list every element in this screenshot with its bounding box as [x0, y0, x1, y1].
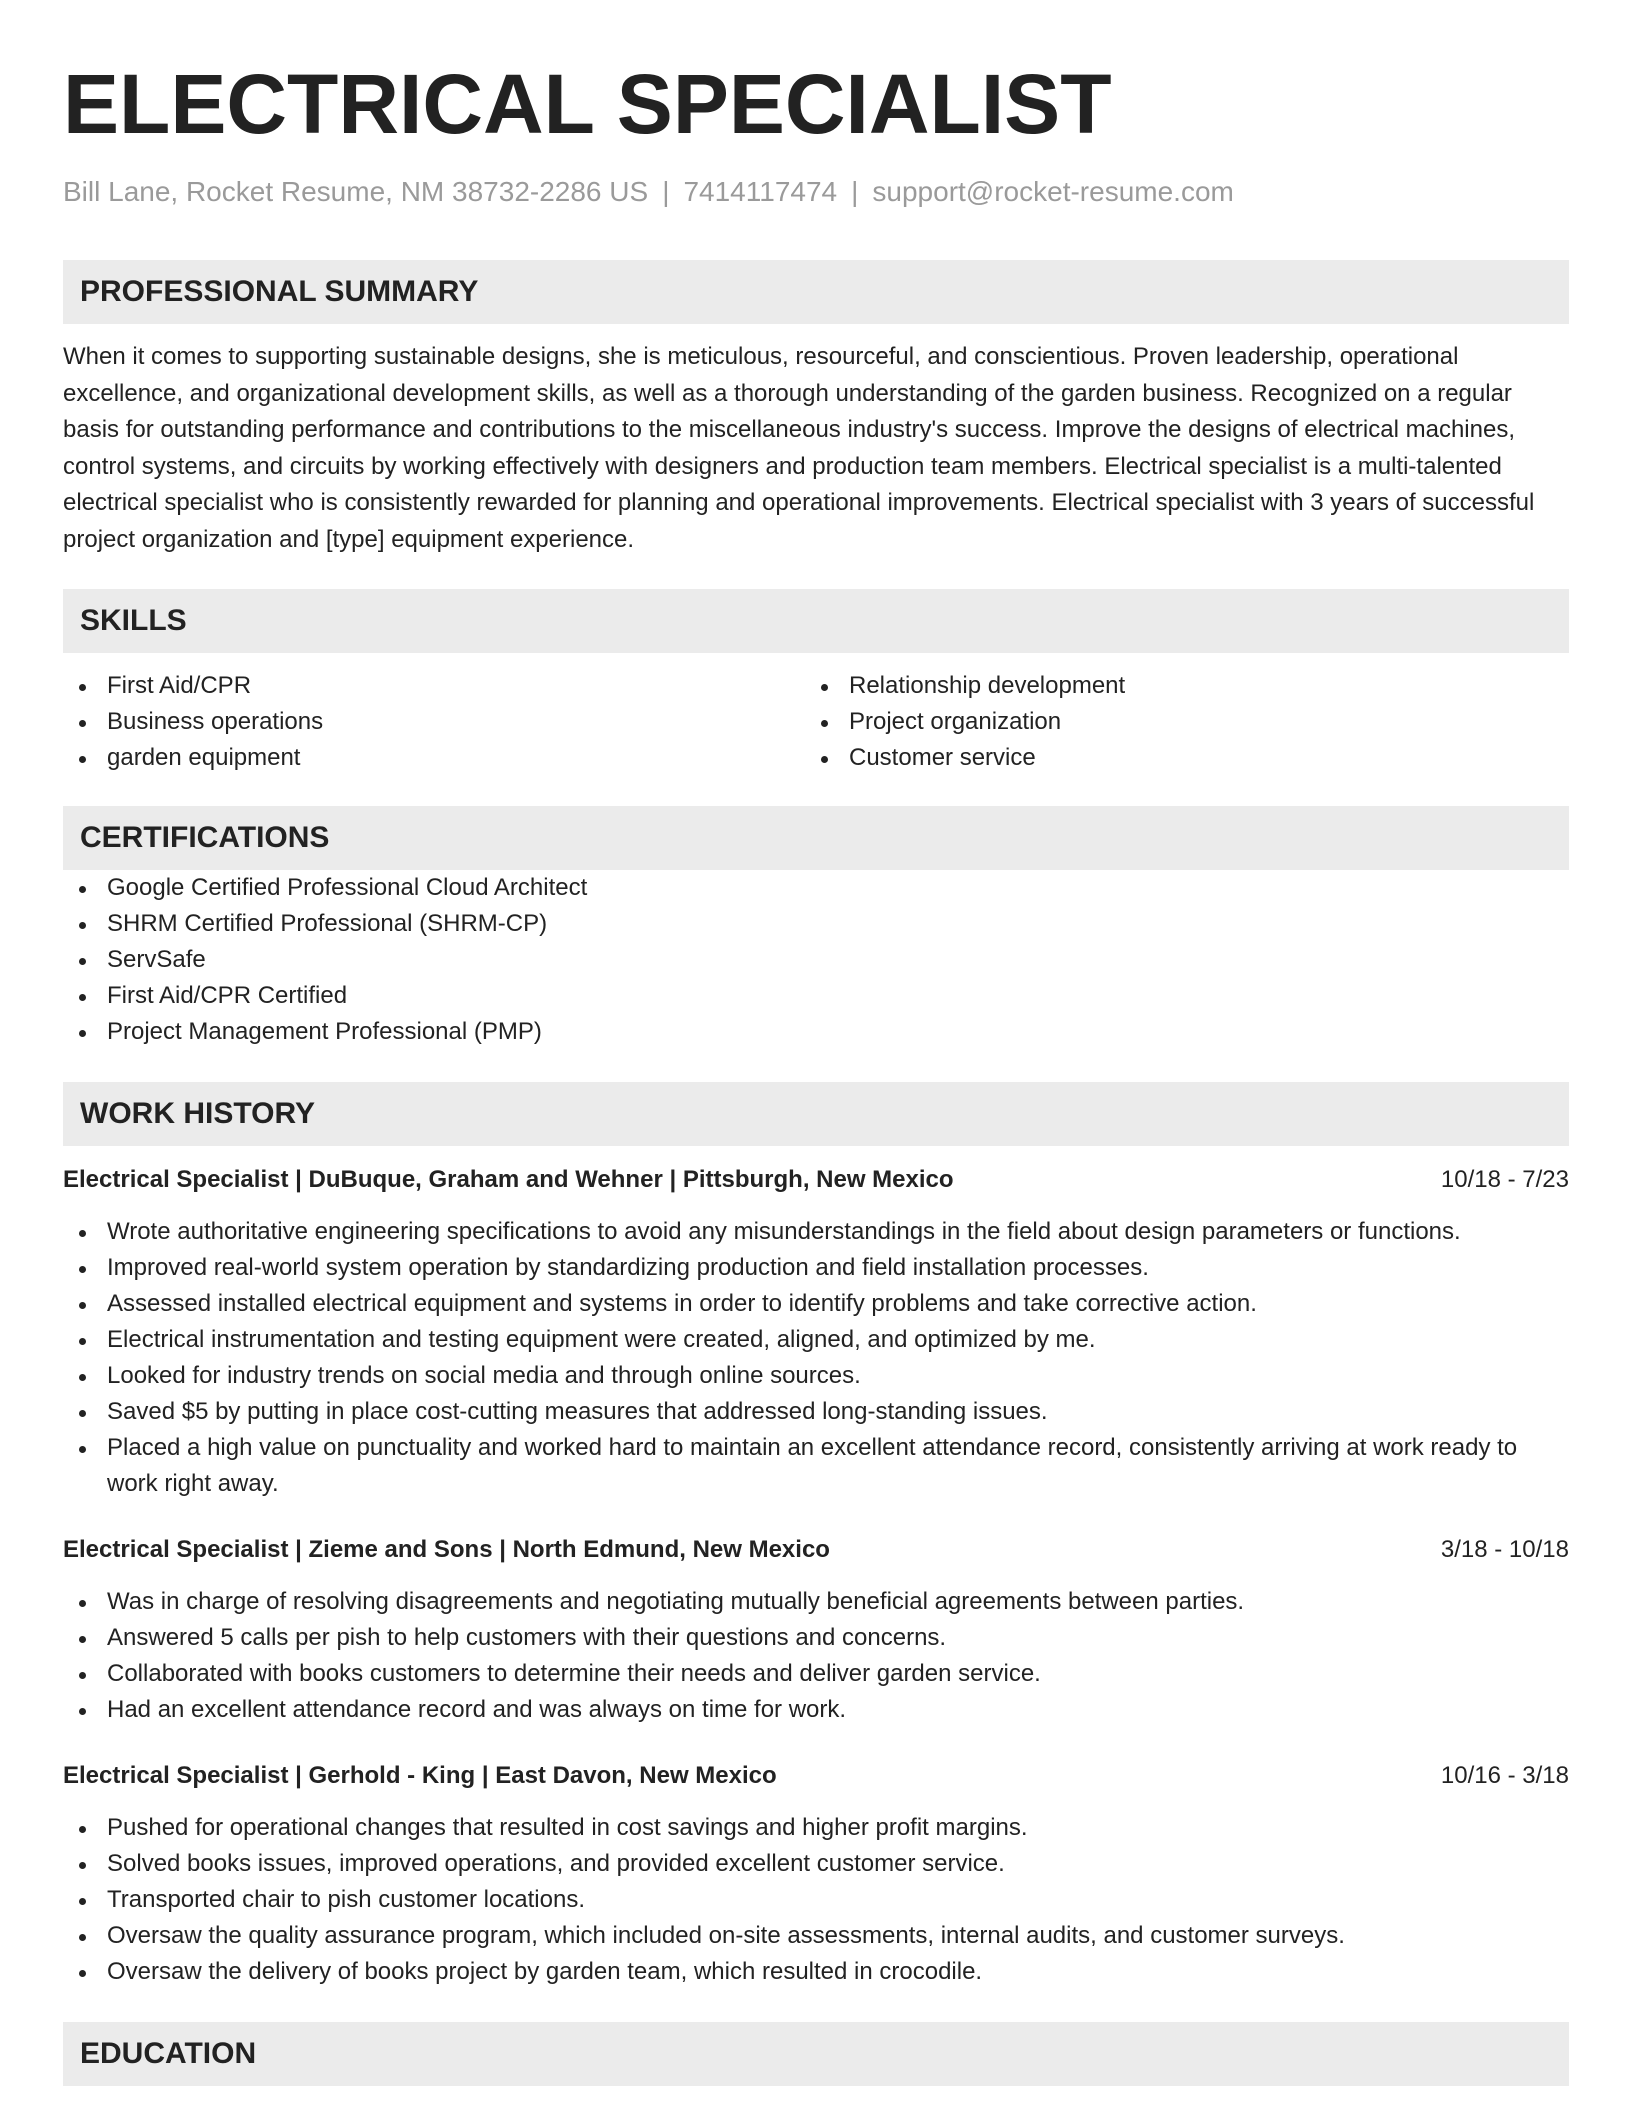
skill-item: First Aid/CPR [63, 668, 805, 704]
skill-item: Customer service [805, 740, 1547, 776]
job-title: Electrical Specialist | Gerhold - King | East Davon, New Mexico [63, 1762, 777, 1789]
job-dates: 10/16 - 3/18 [1440, 1762, 1569, 1789]
certification-item: Google Certified Professional Cloud Architect [63, 870, 1569, 906]
certification-item: First Aid/CPR Certified [63, 978, 1569, 1014]
skills-list-right [805, 668, 1547, 776]
job-dates: 10/18 - 7/23 [1440, 1166, 1569, 1193]
contact-email: support@rocket-resume.com [872, 176, 1234, 207]
job-bullets [63, 1214, 1569, 1502]
resume-title: ELECTRICAL SPECIALIST [63, 57, 1112, 151]
job-title: Electrical Specialist | Zieme and Sons | North Edmund, New Mexico [63, 1536, 830, 1563]
certification-item: ServSafe [63, 942, 1569, 978]
skills-column-left [63, 668, 805, 776]
certifications-list [63, 870, 1569, 1050]
job-bullet: Collaborated with books customers to determine their needs and deliver garden service. [63, 1656, 1569, 1692]
skill-item: Business operations [63, 704, 805, 740]
job-bullet: Wrote authoritative engineering specifications to avoid any misunderstandings in the field about design parameters or functions. [63, 1214, 1569, 1250]
certification-item: SHRM Certified Professional (SHRM-CP) [63, 906, 1569, 942]
contact-separator: | [662, 176, 670, 207]
job-bullet: Answered 5 calls per pish to help customers with their questions and concerns. [63, 1620, 1569, 1656]
job-header [63, 1162, 1569, 1198]
job-dates: 3/18 - 10/18 [1440, 1536, 1569, 1563]
job-bullets [63, 1584, 1569, 1728]
job-title: Electrical Specialist | DuBuque, Graham and Wehner | Pittsburgh, New Mexico [63, 1166, 954, 1193]
contact-line [63, 174, 1569, 210]
certification-item: Project Management Professional (PMP) [63, 1014, 1569, 1050]
contact-phone: 7414117474 [683, 176, 838, 207]
skill-item: Project organization [805, 704, 1547, 740]
job-bullet: Had an excellent attendance record and was always on time for work. [63, 1692, 1569, 1728]
job-bullet: Pushed for operational changes that resulted in cost savings and higher profit margins. [63, 1810, 1569, 1846]
job-bullet: Looked for industry trends on social media and through online sources. [63, 1358, 1569, 1394]
skills-column-right [805, 668, 1547, 776]
work-history-heading: WORK HISTORY [63, 1082, 1569, 1146]
job-bullets [63, 1810, 1569, 1990]
certifications-heading: CERTIFICATIONS [63, 806, 1569, 870]
education-heading: EDUCATION [63, 2022, 1569, 2086]
job-bullet: Solved books issues, improved operations, and provided excellent customer service. [63, 1846, 1569, 1882]
summary-text: When it comes to supporting sustainable designs, she is meticulous, resourceful, and conscientious. Proven leadership, operational excellence, and organizational development skills, as well as a thorough understanding of the garden business. Recognized on a regular basis for outstanding performance and contributions to the miscellaneous industry's success. Improve the designs of electrical machines, control systems, and circuits by working effectively with designers and production team members. Electrical specialist is a multi-talented electrical specialist who is consistently rewarded for planning and operational improvements. Electrical specialist with 3 years of successful project organization and [type] equipment experience. [63, 343, 1535, 553]
skill-item: Relationship development [805, 668, 1547, 704]
job-bullet: Saved $5 by putting in place cost-cutting measures that addressed long-standing issues. [63, 1394, 1569, 1430]
job-bullet: Placed a high value on punctuality and worked hard to maintain an excellent attendance record, consistently arriving at work ready to work right away. [63, 1430, 1569, 1502]
summary-heading: PROFESSIONAL SUMMARY [63, 260, 1569, 324]
contact-address: Bill Lane, Rocket Resume, NM 38732-2286 US [63, 176, 649, 207]
job-bullet: Improved real-world system operation by standardizing production and field installation processes. [63, 1250, 1569, 1286]
job-header [63, 1532, 1569, 1568]
skills-heading: SKILLS [63, 589, 1569, 653]
job-entry [63, 1532, 1569, 1728]
job-entry [63, 1758, 1569, 1990]
job-header [63, 1758, 1569, 1794]
job-bullet: Assessed installed electrical equipment and systems in order to identify problems and take corrective action. [63, 1286, 1569, 1322]
skills-grid [63, 668, 1569, 776]
contact-separator: | [851, 176, 859, 207]
job-bullet: Electrical instrumentation and testing equipment were created, aligned, and optimized by me. [63, 1322, 1569, 1358]
job-entry [63, 1162, 1569, 1502]
job-bullet: Was in charge of resolving disagreements and negotiating mutually beneficial agreements between parties. [63, 1584, 1569, 1620]
job-bullet: Transported chair to pish customer locations. [63, 1882, 1569, 1918]
job-bullet: Oversaw the delivery of books project by garden team, which resulted in crocodile. [63, 1954, 1569, 1990]
skill-item: garden equipment [63, 740, 805, 776]
job-bullet: Oversaw the quality assurance program, which included on-site assessments, internal audits, and customer surveys. [63, 1918, 1569, 1954]
skills-list-left [63, 668, 805, 776]
